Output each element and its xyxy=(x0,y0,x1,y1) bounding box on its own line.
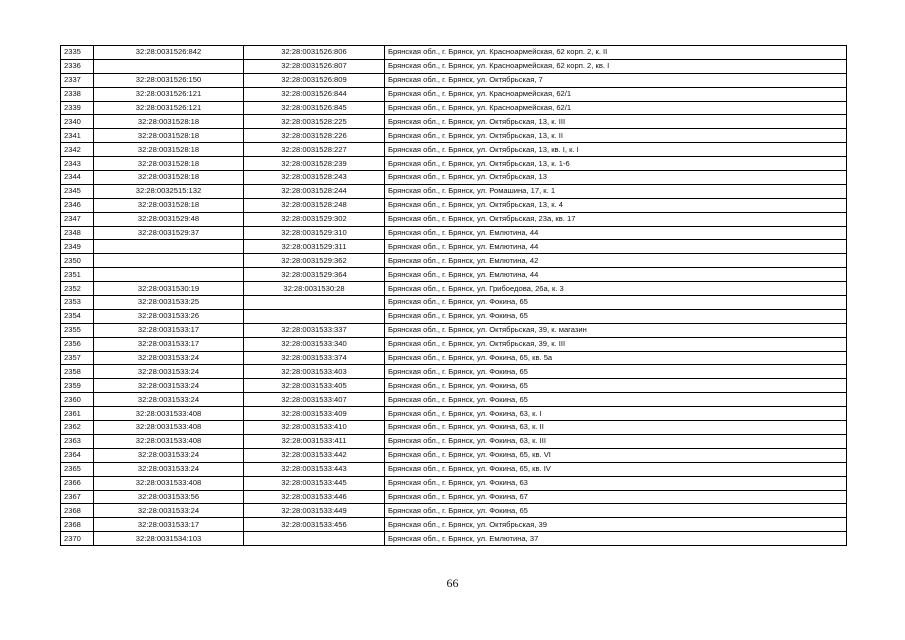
table-row xyxy=(61,212,847,226)
land-plot-number-cell: 32:28:0031526:121 xyxy=(94,87,244,101)
land-plot-number-cell: 32:28:0031526:150 xyxy=(94,73,244,87)
table-row xyxy=(61,462,847,476)
row-number-cell: 2355 xyxy=(61,323,94,337)
table-row xyxy=(61,532,847,546)
building-number-cell: 32:28:0031533:405 xyxy=(244,379,385,393)
row-number-cell: 2336 xyxy=(61,59,94,73)
land-plot-number-cell: 32:28:0031533:17 xyxy=(94,323,244,337)
building-number-cell: 32:28:0031533:337 xyxy=(244,323,385,337)
land-plot-number-cell xyxy=(94,268,244,282)
row-number-cell: 2356 xyxy=(61,337,94,351)
table-row xyxy=(61,268,847,282)
address-cell: Брянская обл., г. Брянск, ул. Октябрьская, 7 xyxy=(385,73,847,87)
land-plot-number-cell: 32:28:0031529:37 xyxy=(94,226,244,240)
row-number-cell: 2347 xyxy=(61,212,94,226)
building-number-cell xyxy=(244,532,385,546)
table-row xyxy=(61,323,847,337)
table-row xyxy=(61,282,847,296)
building-number-cell: 32:28:0031529:364 xyxy=(244,268,385,282)
building-number-cell: 32:28:0031526:845 xyxy=(244,101,385,115)
land-plot-number-cell: 32:28:0031533:24 xyxy=(94,351,244,365)
building-number-cell: 32:28:0031529:311 xyxy=(244,240,385,254)
address-cell: Брянская обл., г. Брянск, ул. Октябрьская, 13, кв. I, к. I xyxy=(385,143,847,157)
table-row xyxy=(61,101,847,115)
land-plot-number-cell: 32:28:0031533:408 xyxy=(94,476,244,490)
address-cell: Брянская обл., г. Брянск, ул. Октябрьская, 39, к. магазин xyxy=(385,323,847,337)
land-plot-number-cell: 32:28:0031533:24 xyxy=(94,448,244,462)
row-number-cell: 2360 xyxy=(61,393,94,407)
building-number-cell: 32:28:0031533:340 xyxy=(244,337,385,351)
table-row xyxy=(61,407,847,421)
row-number-cell: 2370 xyxy=(61,532,94,546)
address-cell: Брянская обл., г. Брянск, ул. Октябрьская, 13, к. 4 xyxy=(385,198,847,212)
row-number-cell: 2363 xyxy=(61,434,94,448)
table-row xyxy=(61,518,847,532)
land-plot-number-cell: 32:28:0031533:26 xyxy=(94,309,244,323)
address-cell: Брянская обл., г. Брянск, ул. Емлютина, 44 xyxy=(385,240,847,254)
table-row xyxy=(61,171,847,185)
table-row xyxy=(61,184,847,198)
address-cell: Брянская обл., г. Брянск, ул. Красноармейская, 62 корп. 2, к. II xyxy=(385,46,847,60)
land-plot-number-cell: 32:28:0031533:17 xyxy=(94,518,244,532)
land-plot-number-cell: 32:28:0031533:24 xyxy=(94,462,244,476)
table-row xyxy=(61,448,847,462)
address-cell: Брянская обл., г. Брянск, ул. Октябрьская, 23а, кв. 17 xyxy=(385,212,847,226)
table-row xyxy=(61,226,847,240)
building-number-cell: 32:28:0031528:227 xyxy=(244,143,385,157)
address-cell: Брянская обл., г. Брянск, ул. Красноармейская, 62/1 xyxy=(385,101,847,115)
address-cell: Брянская обл., г. Брянск, ул. Октябрьская, 13, к. III xyxy=(385,115,847,129)
row-number-cell: 2350 xyxy=(61,254,94,268)
building-number-cell: 32:28:0031533:449 xyxy=(244,504,385,518)
land-plot-number-cell: 32:28:0031526:842 xyxy=(94,46,244,60)
land-plot-number-cell: 32:28:0031529:48 xyxy=(94,212,244,226)
row-number-cell: 2366 xyxy=(61,476,94,490)
table-row xyxy=(61,157,847,171)
table-row xyxy=(61,504,847,518)
row-number-cell: 2367 xyxy=(61,490,94,504)
land-plot-number-cell: 32:28:0031533:25 xyxy=(94,296,244,310)
row-number-cell: 2357 xyxy=(61,351,94,365)
row-number-cell: 2348 xyxy=(61,226,94,240)
land-plot-number-cell: 32:28:0031533:24 xyxy=(94,393,244,407)
row-number-cell: 2339 xyxy=(61,101,94,115)
building-number-cell: 32:28:0031526:844 xyxy=(244,87,385,101)
table-row xyxy=(61,73,847,87)
address-cell: Брянская обл., г. Брянск, ул. Октябрьская, 13, к. 1-6 xyxy=(385,157,847,171)
row-number-cell: 2344 xyxy=(61,171,94,185)
building-number-cell: 32:28:0031529:302 xyxy=(244,212,385,226)
address-cell: Брянская обл., г. Брянск, ул. Октябрьская, 13 xyxy=(385,171,847,185)
table-row xyxy=(61,87,847,101)
table-row xyxy=(61,337,847,351)
address-cell: Брянская обл., г. Брянск, ул. Фокина, 65 xyxy=(385,504,847,518)
land-plot-number-cell: 32:28:0031534:103 xyxy=(94,532,244,546)
address-cell: Брянская обл., г. Брянск, ул. Фокина, 65 xyxy=(385,309,847,323)
address-cell: Брянская обл., г. Брянск, ул. Фокина, 65 xyxy=(385,296,847,310)
building-number-cell: 32:28:0031530:28 xyxy=(244,282,385,296)
land-plot-number-cell: 32:28:0031528:18 xyxy=(94,129,244,143)
row-number-cell: 2346 xyxy=(61,198,94,212)
row-number-cell: 2358 xyxy=(61,365,94,379)
building-number-cell: 32:28:0031526:809 xyxy=(244,73,385,87)
building-number-cell: 32:28:0031533:403 xyxy=(244,365,385,379)
address-cell: Брянская обл., г. Брянск, ул. Красноармейская, 62 корп. 2, кв. I xyxy=(385,59,847,73)
address-cell: Брянская обл., г. Брянск, ул. Емлютина, 42 xyxy=(385,254,847,268)
table-row xyxy=(61,365,847,379)
row-number-cell: 2335 xyxy=(61,46,94,60)
address-cell: Брянская обл., г. Брянск, ул. Грибоедова, 26а, к. 3 xyxy=(385,282,847,296)
land-plot-number-cell: 32:28:0031533:408 xyxy=(94,407,244,421)
table-row xyxy=(61,198,847,212)
land-plot-number-cell: 32:28:0031533:24 xyxy=(94,379,244,393)
land-plot-number-cell: 32:28:0031526:121 xyxy=(94,101,244,115)
building-number-cell: 32:28:0031529:362 xyxy=(244,254,385,268)
row-number-cell: 2368 xyxy=(61,518,94,532)
building-number-cell: 32:28:0031533:442 xyxy=(244,448,385,462)
page-number: 66 xyxy=(446,576,459,590)
row-number-cell: 2345 xyxy=(61,184,94,198)
building-number-cell: 32:28:0031533:407 xyxy=(244,393,385,407)
table-row xyxy=(61,143,847,157)
row-number-cell: 2362 xyxy=(61,421,94,435)
address-cell: Брянская обл., г. Брянск, ул. Фокина, 63, к. II xyxy=(385,421,847,435)
row-number-cell: 2337 xyxy=(61,73,94,87)
land-plot-number-cell: 32:28:0031528:18 xyxy=(94,115,244,129)
land-plot-number-cell: 32:28:0031528:18 xyxy=(94,171,244,185)
address-cell: Брянская обл., г. Брянск, ул. Октябрьская, 39, к. III xyxy=(385,337,847,351)
land-plot-number-cell: 32:28:0031533:17 xyxy=(94,337,244,351)
cadastral-table xyxy=(60,45,847,546)
building-number-cell: 32:28:0031526:806 xyxy=(244,46,385,60)
land-plot-number-cell: 32:28:0031530:19 xyxy=(94,282,244,296)
row-number-cell: 2354 xyxy=(61,309,94,323)
land-plot-number-cell: 32:28:0031533:24 xyxy=(94,504,244,518)
land-plot-number-cell xyxy=(94,240,244,254)
address-cell: Брянская обл., г. Брянск, ул. Емлютина, 44 xyxy=(385,268,847,282)
address-cell: Брянская обл., г. Брянск, ул. Фокина, 65, кв. IV xyxy=(385,462,847,476)
address-cell: Брянская обл., г. Брянск, ул. Фокина, 63, к. III xyxy=(385,434,847,448)
building-number-cell: 32:28:0031533:456 xyxy=(244,518,385,532)
building-number-cell: 32:28:0031533:445 xyxy=(244,476,385,490)
table-row xyxy=(61,296,847,310)
table-row xyxy=(61,379,847,393)
address-cell: Брянская обл., г. Брянск, ул. Фокина, 63, к. I xyxy=(385,407,847,421)
building-number-cell: 32:28:0031533:409 xyxy=(244,407,385,421)
address-cell: Брянская обл., г. Брянск, ул. Красноармейская, 62/1 xyxy=(385,87,847,101)
table-row xyxy=(61,309,847,323)
building-number-cell: 32:28:0031529:310 xyxy=(244,226,385,240)
building-number-cell: 32:28:0031526:807 xyxy=(244,59,385,73)
building-number-cell: 32:28:0031528:226 xyxy=(244,129,385,143)
row-number-cell: 2351 xyxy=(61,268,94,282)
row-number-cell: 2340 xyxy=(61,115,94,129)
land-plot-number-cell: 32:28:0031533:408 xyxy=(94,421,244,435)
address-cell: Брянская обл., г. Брянск, ул. Фокина, 63 xyxy=(385,476,847,490)
building-number-cell: 32:28:0031533:443 xyxy=(244,462,385,476)
table-row xyxy=(61,240,847,254)
address-cell: Брянская обл., г. Брянск, ул. Октябрьская, 39 xyxy=(385,518,847,532)
row-number-cell: 2338 xyxy=(61,87,94,101)
address-cell: Брянская обл., г. Брянск, ул. Фокина, 67 xyxy=(385,490,847,504)
building-number-cell: 32:28:0031528:248 xyxy=(244,198,385,212)
building-number-cell: 32:28:0031533:446 xyxy=(244,490,385,504)
table-row xyxy=(61,476,847,490)
land-plot-number-cell: 32:28:0031528:18 xyxy=(94,198,244,212)
row-number-cell: 2341 xyxy=(61,129,94,143)
row-number-cell: 2352 xyxy=(61,282,94,296)
address-cell: Брянская обл., г. Брянск, ул. Фокина, 65 xyxy=(385,365,847,379)
address-cell: Брянская обл., г. Брянск, ул. Фокина, 65 xyxy=(385,379,847,393)
building-number-cell: 32:28:0031533:410 xyxy=(244,421,385,435)
building-number-cell xyxy=(244,296,385,310)
land-plot-number-cell: 32:28:0031533:56 xyxy=(94,490,244,504)
row-number-cell: 2343 xyxy=(61,157,94,171)
address-cell: Брянская обл., г. Брянск, ул. Ромашина, 17, к. 1 xyxy=(385,184,847,198)
land-plot-number-cell xyxy=(94,59,244,73)
address-cell: Брянская обл., г. Брянск, ул. Октябрьская, 13, к. II xyxy=(385,129,847,143)
address-cell: Брянская обл., г. Брянск, ул. Емлютина, 44 xyxy=(385,226,847,240)
building-number-cell: 32:28:0031528:243 xyxy=(244,171,385,185)
table-row xyxy=(61,421,847,435)
building-number-cell: 32:28:0031528:244 xyxy=(244,184,385,198)
table-row xyxy=(61,490,847,504)
building-number-cell: 32:28:0031533:411 xyxy=(244,434,385,448)
table-row xyxy=(61,351,847,365)
land-plot-number-cell: 32:28:0031528:18 xyxy=(94,157,244,171)
row-number-cell: 2365 xyxy=(61,462,94,476)
row-number-cell: 2349 xyxy=(61,240,94,254)
row-number-cell: 2368 xyxy=(61,504,94,518)
table-row xyxy=(61,59,847,73)
table-row xyxy=(61,46,847,60)
address-cell: Брянская обл., г. Брянск, ул. Фокина, 65, кв. 5а xyxy=(385,351,847,365)
building-number-cell: 32:28:0031528:225 xyxy=(244,115,385,129)
table-row xyxy=(61,115,847,129)
row-number-cell: 2361 xyxy=(61,407,94,421)
table-body xyxy=(61,46,847,546)
row-number-cell: 2353 xyxy=(61,296,94,310)
address-cell: Брянская обл., г. Брянск, ул. Емлютина, 37 xyxy=(385,532,847,546)
address-cell: Брянская обл., г. Брянск, ул. Фокина, 65, кв. VI xyxy=(385,448,847,462)
row-number-cell: 2364 xyxy=(61,448,94,462)
building-number-cell xyxy=(244,309,385,323)
document-page xyxy=(60,45,846,546)
address-cell: Брянская обл., г. Брянск, ул. Фокина, 65 xyxy=(385,393,847,407)
table-row xyxy=(61,129,847,143)
land-plot-number-cell xyxy=(94,254,244,268)
building-number-cell: 32:28:0031533:374 xyxy=(244,351,385,365)
land-plot-number-cell: 32:28:0031533:408 xyxy=(94,434,244,448)
row-number-cell: 2359 xyxy=(61,379,94,393)
land-plot-number-cell: 32:28:0031528:18 xyxy=(94,143,244,157)
table-row xyxy=(61,254,847,268)
row-number-cell: 2342 xyxy=(61,143,94,157)
table-row xyxy=(61,393,847,407)
land-plot-number-cell: 32:28:0031533:24 xyxy=(94,365,244,379)
table-row xyxy=(61,434,847,448)
building-number-cell: 32:28:0031528:239 xyxy=(244,157,385,171)
land-plot-number-cell: 32:28:0032515:132 xyxy=(94,184,244,198)
